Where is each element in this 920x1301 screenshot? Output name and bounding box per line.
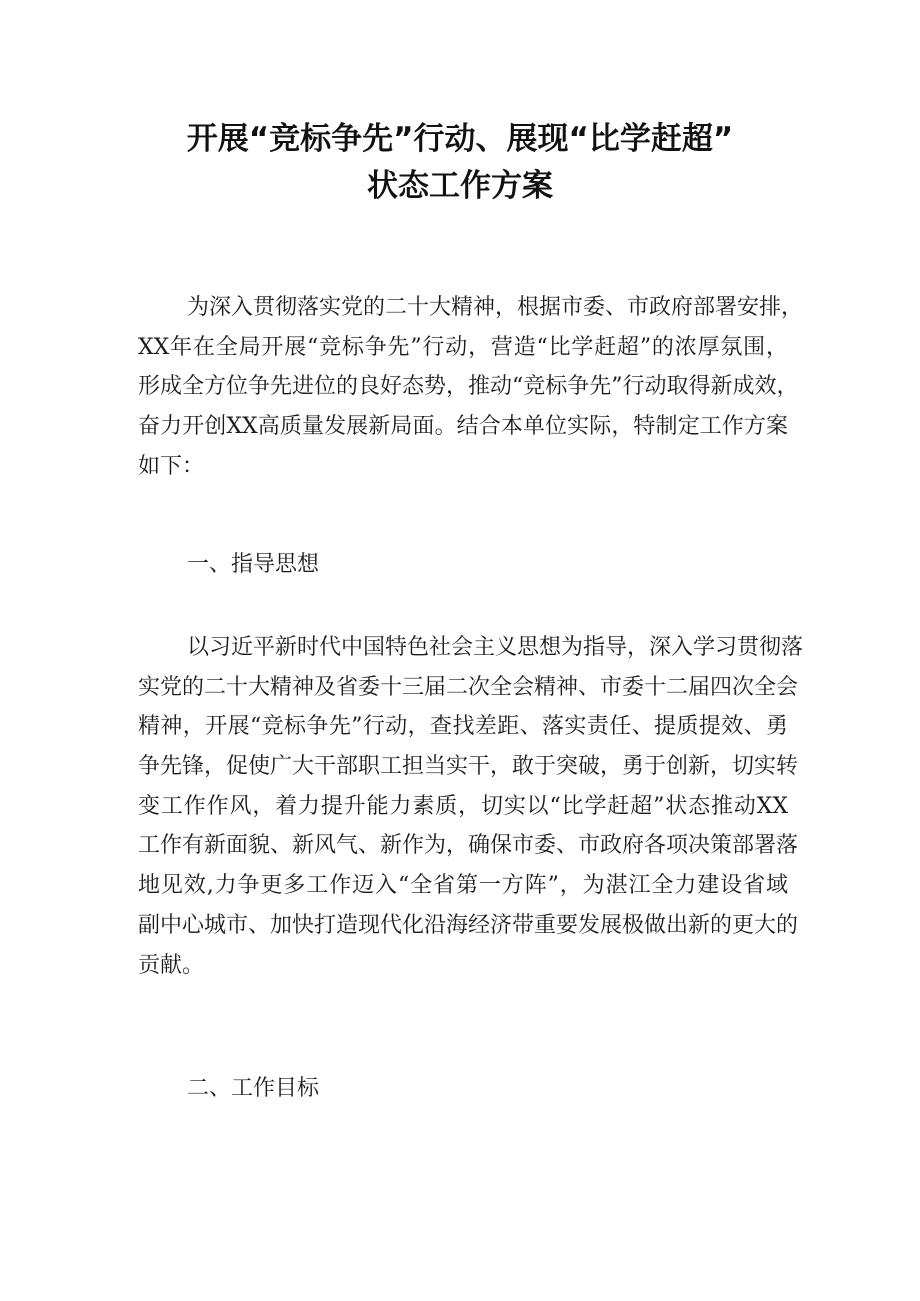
intro-line: 奋力开创XX高质量发展新局面。结合本单位实际，特制定工作方案 [138,414,788,440]
paragraph-line: 副中心城市、加快打造现代化沿海经济带重要发展极做出新的更大的 [138,912,799,938]
paragraph-line: 以习近平新时代中国特色社会主义思想为指导，深入学习贯彻落 [187,635,804,660]
section-heading-guiding-thought: 一、指导思想 [187,552,320,577]
paragraph-line: 地见效,力争更多工作迈入“全省第一方阵”，为湛江全力建设省域 [138,873,788,899]
paragraph-line: 变工作作风，着力提升能力素质，切实以“比学赶超”状态推动XX [138,793,788,819]
paragraph-line: 争先锋，促使广大干部职工担当实干，敢于突破，勇于创新，切实转 [138,754,799,780]
intro-line: 为深入贯彻落实党的二十大精神，根据市委、市政府部署安排， [187,295,804,320]
document-title-line-2: 状态工作方案 [367,168,553,204]
paragraph-line: 贡献。 [138,952,205,978]
section-heading-work-goals: 二、工作目标 [187,1076,320,1101]
intro-line: 如下： [138,453,205,479]
intro-paragraph [138,288,804,486]
guiding-thought-paragraph [138,628,804,985]
intro-line: 形成全方位争先进位的良好态势，推动“竞标争先”行动取得新成效， [138,374,799,400]
document-title-line-1: 开展“竞标争先”行动、展现“比学赶超” [186,121,734,157]
paragraph-line: 工作有新面貌、新风气、新作为，确保市委、市政府各项决策部署落 [138,833,799,859]
paragraph-line: 精神，开展“竞标争先”行动，查找差距、落实责任、提质提效、勇 [138,714,788,740]
intro-line: XX年在全局开展“竞标争先”行动，营造“比学赶超”的浓厚氛围， [138,334,788,360]
paragraph-line: 实党的二十大精神及省委十三届二次全会精神、市委十二届四次全会 [138,674,799,700]
